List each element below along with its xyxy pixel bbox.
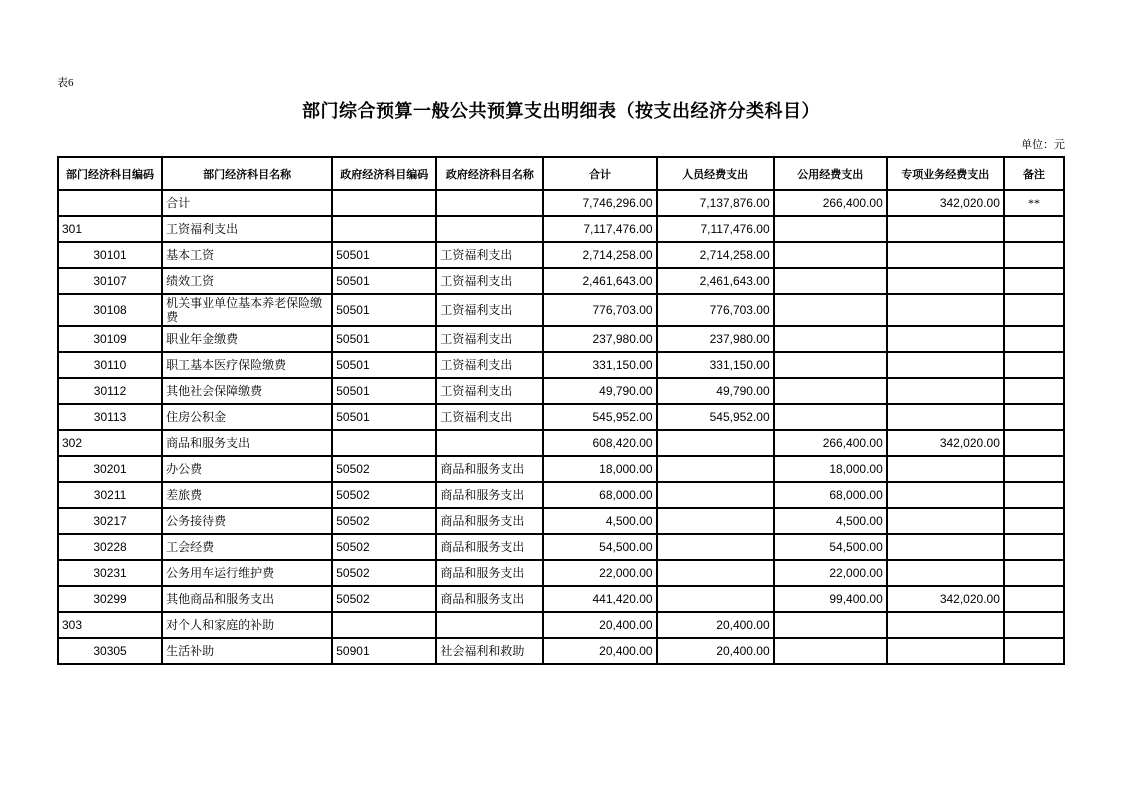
cell-gov-code: 50502 xyxy=(332,482,436,508)
cell-gov-code xyxy=(332,612,436,638)
cell-personnel xyxy=(657,456,774,482)
table-row xyxy=(58,586,1064,612)
cell-public xyxy=(774,638,887,664)
cell-gov-code: 50501 xyxy=(332,378,436,404)
col-header-gov-name: 政府经济科目名称 xyxy=(436,157,543,190)
cell-gov-code: 50501 xyxy=(332,294,436,326)
cell-dept-name: 公务接待费 xyxy=(162,508,332,534)
cell-total: 20,400.00 xyxy=(543,612,656,638)
cell-public: 266,400.00 xyxy=(774,430,887,456)
cell-gov-name: 商品和服务支出 xyxy=(436,560,543,586)
cell-dept-code: 303 xyxy=(58,612,162,638)
cell-note xyxy=(1004,586,1064,612)
cell-dept-code: 30101 xyxy=(58,242,162,268)
cell-special: 342,020.00 xyxy=(887,430,1004,456)
cell-gov-code xyxy=(332,190,436,216)
table-row xyxy=(58,508,1064,534)
cell-dept-name: 职业年金缴费 xyxy=(162,326,332,352)
cell-personnel: 2,714,258.00 xyxy=(657,242,774,268)
unit-note: 单位：元 xyxy=(1021,139,1065,151)
cell-total: 68,000.00 xyxy=(543,482,656,508)
cell-special xyxy=(887,352,1004,378)
cell-note xyxy=(1004,268,1064,294)
cell-total: 237,980.00 xyxy=(543,326,656,352)
cell-public xyxy=(774,404,887,430)
cell-public: 68,000.00 xyxy=(774,482,887,508)
cell-personnel: 20,400.00 xyxy=(657,638,774,664)
cell-dept-name: 差旅费 xyxy=(162,482,332,508)
col-header-dept-name: 部门经济科目名称 xyxy=(162,157,332,190)
cell-total: 7,117,476.00 xyxy=(543,216,656,242)
cell-dept-code: 301 xyxy=(58,216,162,242)
cell-note xyxy=(1004,294,1064,326)
cell-note xyxy=(1004,242,1064,268)
cell-note xyxy=(1004,508,1064,534)
cell-special xyxy=(887,482,1004,508)
cell-dept-name: 对个人和家庭的补助 xyxy=(162,612,332,638)
cell-public xyxy=(774,294,887,326)
cell-gov-code: 50502 xyxy=(332,560,436,586)
cell-personnel xyxy=(657,534,774,560)
table-row xyxy=(58,560,1064,586)
cell-total: 18,000.00 xyxy=(543,456,656,482)
col-header-dept-code: 部门经济科目编码 xyxy=(58,157,162,190)
cell-public: 22,000.00 xyxy=(774,560,887,586)
table-row xyxy=(58,638,1064,664)
cell-gov-name: 工资福利支出 xyxy=(436,268,543,294)
cell-note xyxy=(1004,638,1064,664)
cell-note: ** xyxy=(1004,190,1064,216)
cell-public xyxy=(774,268,887,294)
cell-gov-code: 50501 xyxy=(332,404,436,430)
cell-gov-name: 工资福利支出 xyxy=(436,378,543,404)
cell-gov-code xyxy=(332,216,436,242)
cell-gov-code: 50502 xyxy=(332,456,436,482)
cell-total: 49,790.00 xyxy=(543,378,656,404)
cell-personnel xyxy=(657,508,774,534)
cell-dept-code: 30299 xyxy=(58,586,162,612)
cell-dept-code: 30107 xyxy=(58,268,162,294)
table-row xyxy=(58,612,1064,638)
table-row xyxy=(58,326,1064,352)
cell-gov-name: 工资福利支出 xyxy=(436,404,543,430)
table-row xyxy=(58,534,1064,560)
table-row xyxy=(58,482,1064,508)
cell-special xyxy=(887,612,1004,638)
table-row xyxy=(58,352,1064,378)
cell-public xyxy=(774,612,887,638)
cell-public: 4,500.00 xyxy=(774,508,887,534)
cell-public: 18,000.00 xyxy=(774,456,887,482)
cell-special xyxy=(887,638,1004,664)
cell-gov-name: 工资福利支出 xyxy=(436,352,543,378)
cell-dept-code: 30211 xyxy=(58,482,162,508)
cell-gov-name: 工资福利支出 xyxy=(436,294,543,326)
cell-gov-name: 工资福利支出 xyxy=(436,242,543,268)
table-row xyxy=(58,242,1064,268)
cell-dept-code: 30109 xyxy=(58,326,162,352)
cell-note xyxy=(1004,430,1064,456)
cell-dept-code: 30112 xyxy=(58,378,162,404)
cell-note xyxy=(1004,352,1064,378)
cell-public: 99,400.00 xyxy=(774,586,887,612)
table-row xyxy=(58,456,1064,482)
col-header-personnel: 人员经费支出 xyxy=(657,157,774,190)
table-body xyxy=(58,190,1064,664)
cell-gov-name: 社会福利和救助 xyxy=(436,638,543,664)
cell-dept-name: 绩效工资 xyxy=(162,268,332,294)
col-header-note: 备注 xyxy=(1004,157,1064,190)
cell-special xyxy=(887,242,1004,268)
cell-total: 54,500.00 xyxy=(543,534,656,560)
cell-public xyxy=(774,378,887,404)
table-row xyxy=(58,216,1064,242)
cell-total: 441,420.00 xyxy=(543,586,656,612)
cell-special xyxy=(887,508,1004,534)
cell-note xyxy=(1004,216,1064,242)
cell-dept-code: 30108 xyxy=(58,294,162,326)
cell-gov-code: 50501 xyxy=(332,242,436,268)
cell-note xyxy=(1004,378,1064,404)
cell-gov-name: 工资福利支出 xyxy=(436,326,543,352)
cell-special xyxy=(887,534,1004,560)
cell-special xyxy=(887,294,1004,326)
cell-special xyxy=(887,456,1004,482)
cell-public: 54,500.00 xyxy=(774,534,887,560)
cell-gov-code: 50501 xyxy=(332,326,436,352)
table-row xyxy=(58,404,1064,430)
cell-personnel: 49,790.00 xyxy=(657,378,774,404)
cell-gov-code: 50501 xyxy=(332,352,436,378)
cell-dept-name: 合计 xyxy=(162,190,332,216)
table-row xyxy=(58,190,1064,216)
cell-public xyxy=(774,242,887,268)
table-row xyxy=(58,378,1064,404)
cell-special xyxy=(887,560,1004,586)
cell-dept-code: 30231 xyxy=(58,560,162,586)
cell-gov-code: 50502 xyxy=(332,586,436,612)
cell-dept-name: 其他商品和服务支出 xyxy=(162,586,332,612)
budget-sheet xyxy=(57,76,1065,665)
cell-total: 776,703.00 xyxy=(543,294,656,326)
cell-dept-code: 30305 xyxy=(58,638,162,664)
cell-personnel xyxy=(657,560,774,586)
cell-gov-code: 50901 xyxy=(332,638,436,664)
cell-gov-code: 50502 xyxy=(332,508,436,534)
cell-dept-code: 30113 xyxy=(58,404,162,430)
cell-public xyxy=(774,326,887,352)
cell-gov-name: 商品和服务支出 xyxy=(436,534,543,560)
cell-note xyxy=(1004,404,1064,430)
cell-dept-code: 302 xyxy=(58,430,162,456)
cell-total: 2,461,643.00 xyxy=(543,268,656,294)
cell-note xyxy=(1004,560,1064,586)
cell-gov-name: 商品和服务支出 xyxy=(436,508,543,534)
cell-gov-name xyxy=(436,430,543,456)
col-header-public: 公用经费支出 xyxy=(774,157,887,190)
cell-special: 342,020.00 xyxy=(887,190,1004,216)
cell-public xyxy=(774,216,887,242)
cell-special xyxy=(887,326,1004,352)
cell-dept-name: 生活补助 xyxy=(162,638,332,664)
cell-personnel xyxy=(657,586,774,612)
cell-dept-code: 30228 xyxy=(58,534,162,560)
table-row xyxy=(58,268,1064,294)
page-title: 部门综合预算一般公共预算支出明细表（按支出经济分类科目） xyxy=(302,101,820,121)
cell-gov-code: 50501 xyxy=(332,268,436,294)
cell-gov-name: 商品和服务支出 xyxy=(436,482,543,508)
cell-gov-name xyxy=(436,612,543,638)
cell-special xyxy=(887,268,1004,294)
cell-total: 2,714,258.00 xyxy=(543,242,656,268)
cell-gov-name: 商品和服务支出 xyxy=(436,456,543,482)
cell-dept-code: 30110 xyxy=(58,352,162,378)
cell-total: 7,746,296.00 xyxy=(543,190,656,216)
cell-personnel: 237,980.00 xyxy=(657,326,774,352)
cell-dept-code: 30217 xyxy=(58,508,162,534)
cell-personnel xyxy=(657,482,774,508)
cell-dept-name: 公务用车运行维护费 xyxy=(162,560,332,586)
cell-gov-code xyxy=(332,430,436,456)
cell-note xyxy=(1004,612,1064,638)
cell-special xyxy=(887,216,1004,242)
cell-note xyxy=(1004,534,1064,560)
cell-gov-code: 50502 xyxy=(332,534,436,560)
col-header-gov-code: 政府经济科目编码 xyxy=(332,157,436,190)
cell-dept-name: 工会经费 xyxy=(162,534,332,560)
cell-public xyxy=(774,352,887,378)
col-header-total: 合计 xyxy=(543,157,656,190)
cell-total: 608,420.00 xyxy=(543,430,656,456)
table-row xyxy=(58,430,1064,456)
cell-personnel xyxy=(657,430,774,456)
cell-total: 22,000.00 xyxy=(543,560,656,586)
cell-dept-name: 商品和服务支出 xyxy=(162,430,332,456)
cell-note xyxy=(1004,456,1064,482)
cell-special: 342,020.00 xyxy=(887,586,1004,612)
cell-special xyxy=(887,378,1004,404)
cell-dept-name: 办公费 xyxy=(162,456,332,482)
cell-total: 545,952.00 xyxy=(543,404,656,430)
cell-dept-code xyxy=(58,190,162,216)
cell-gov-name: 商品和服务支出 xyxy=(436,586,543,612)
cell-dept-code: 30201 xyxy=(58,456,162,482)
cell-gov-name xyxy=(436,190,543,216)
cell-personnel: 2,461,643.00 xyxy=(657,268,774,294)
cell-personnel: 331,150.00 xyxy=(657,352,774,378)
cell-dept-name: 职工基本医疗保险缴费 xyxy=(162,352,332,378)
cell-personnel: 776,703.00 xyxy=(657,294,774,326)
cell-gov-name xyxy=(436,216,543,242)
cell-total: 331,150.00 xyxy=(543,352,656,378)
cell-personnel: 7,117,476.00 xyxy=(657,216,774,242)
cell-special xyxy=(887,404,1004,430)
cell-dept-name: 工资福利支出 xyxy=(162,216,332,242)
cell-personnel: 7,137,876.00 xyxy=(657,190,774,216)
cell-personnel: 20,400.00 xyxy=(657,612,774,638)
cell-dept-name: 住房公积金 xyxy=(162,404,332,430)
sheet-label: 表6 xyxy=(57,77,74,89)
cell-note xyxy=(1004,482,1064,508)
cell-personnel: 545,952.00 xyxy=(657,404,774,430)
cell-total: 4,500.00 xyxy=(543,508,656,534)
cell-dept-name: 机关事业单位基本养老保险缴费 xyxy=(162,294,332,326)
cell-total: 20,400.00 xyxy=(543,638,656,664)
table-row xyxy=(58,294,1064,326)
budget-table xyxy=(57,156,1065,665)
cell-dept-name: 基本工资 xyxy=(162,242,332,268)
table-header-row xyxy=(58,157,1064,190)
cell-public: 266,400.00 xyxy=(774,190,887,216)
cell-dept-name: 其他社会保障缴费 xyxy=(162,378,332,404)
cell-note xyxy=(1004,326,1064,352)
col-header-special: 专项业务经费支出 xyxy=(887,157,1004,190)
